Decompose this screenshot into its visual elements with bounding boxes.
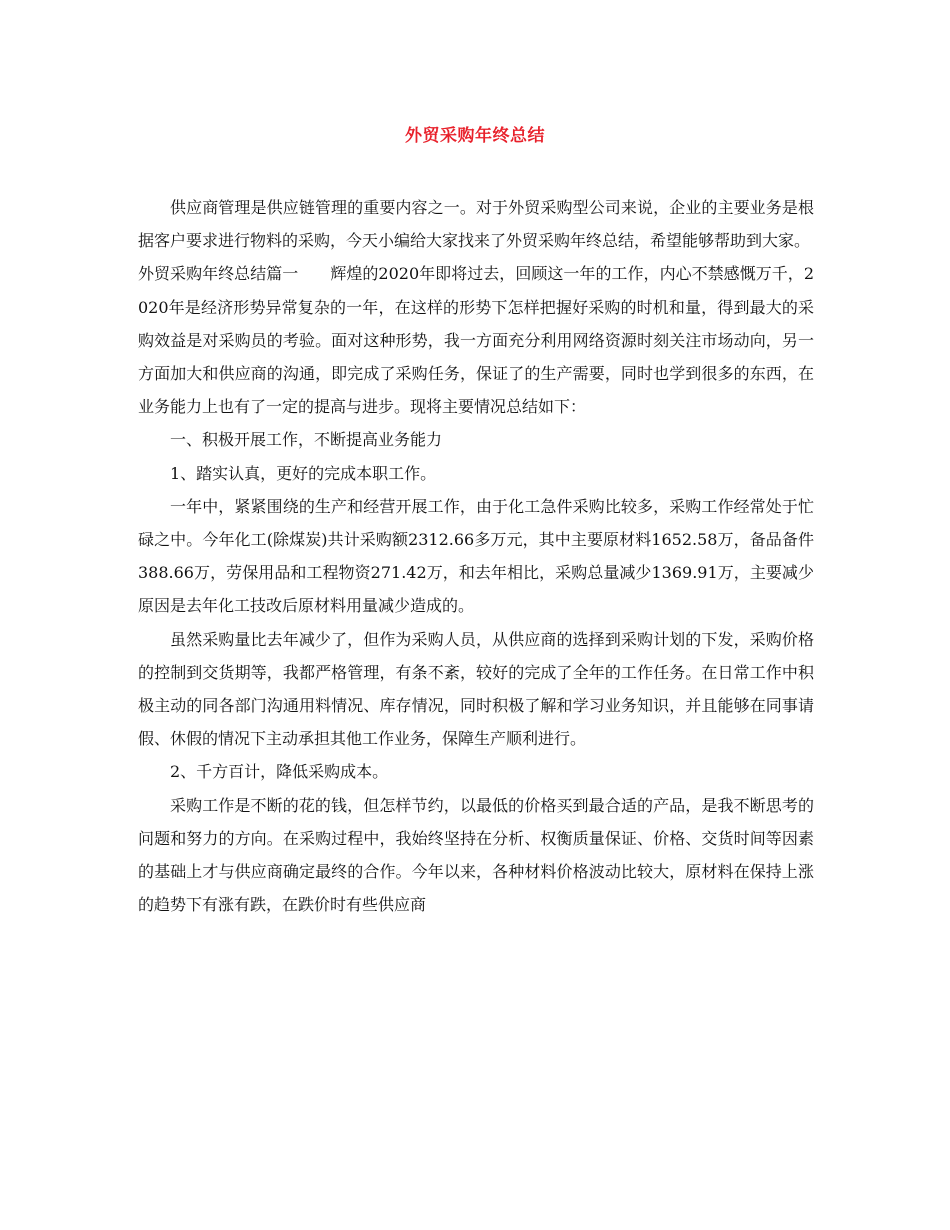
document-title: 外贸采购年终总结 — [405, 126, 545, 146]
paragraph-cost-reduction: 采购工作是不断的花的钱，但怎样节约，以最低的价格买到最合适的产品，是我不断思考的问题和努力的方向。在采购过程中，我始终坚持在分析、权衡质量保证、价格、交货时间等因素的基础上才与供应商确定最终的合作。今年以来，各种材料价格波动比较大，原材料在保持上涨的趋势下有涨有跌，在跌价时有些供应商 — [138, 795, 814, 915]
section-heading-1: 一、积极开展工作，不断提高业务能力 — [170, 430, 443, 450]
paragraph-part-one: 外贸采购年终总结篇一 辉煌的2020年即将过去，回顾这一年的工作，内心不禁感慨万千，2020年是经济形势异常复杂的一年，在这样的形势下怎样把握好采购的时机和量，得到最大的采购效益是对采购员的考验。面对这种形势，我一方面充分利用网络资源时刻关注市场动向，另一方面加大和供应商的沟通，即完成了采购任务，保证了的生产需要，同时也学到很多的东西，在业务能力上也有了一定的提高与进步。现将主要情况总结如下： — [138, 264, 814, 417]
paragraph-management: 虽然采购量比去年减少了，但作为采购人员，从供应商的选择到采购计划的下发，采购价格的控制到交货期等，我都严格管理，有条不紊，较好的完成了全年的工作任务。在日常工作中积极主动的同各部门沟通用料情况、库存情况，同时积极了解和学习业务知识，并且能够在同事请假、休假的情况下主动承担其他工作业务，保障生产顺利进行。 — [138, 629, 814, 749]
subheading-1: 1、踏实认真，更好的完成本职工作。 — [170, 463, 437, 483]
document-body — [138, 191, 814, 921]
paragraph-intro: 供应商管理是供应链管理的重要内容之一。对于外贸采购型公司来说，企业的主要业务是根据客户要求进行物料的采购，今天小编给大家找来了外贸采购年终总结，希望能够帮助到大家。 — [138, 198, 814, 251]
subheading-2: 2、千方百计，降低采购成本。 — [170, 762, 389, 782]
paragraph-procurement-totals: 一年中，紧紧围绕的生产和经营开展工作，由于化工急件采购比较多，采购工作经常处于忙碌之中。今年化工(除煤炭)共计采购额2312.66多万元，其中主要原材料1652.58万，备品备件388.66万，劳保用品和工程物资271.42万，和去年相比，采购总量减少1369.91万，主要减少原因是去年化工技改后原材料用量减少造成的。 — [138, 496, 814, 616]
